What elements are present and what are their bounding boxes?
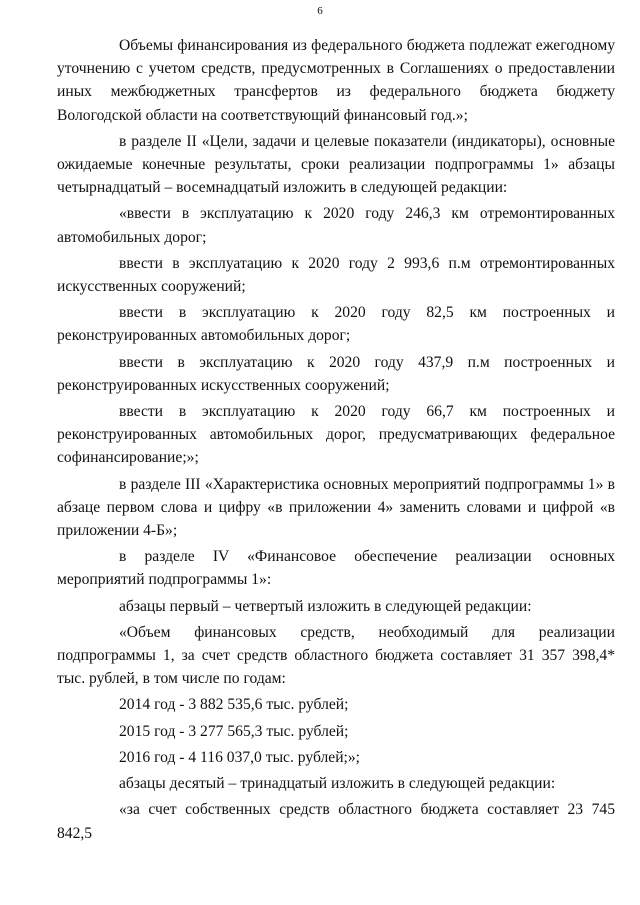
paragraph-own-funds: «за счет собственных средств областного бюджета составляет 23 745 842,5 <box>57 801 615 842</box>
paragraph-built-structures: ввести в эксплуатацию к 2020 году 437,9 п.м построенных и реконструированных искусственных сооружений; <box>57 353 615 394</box>
paragraph-year-2014: 2014 год - 3 882 535,6 тыс. рублей; <box>119 696 349 714</box>
paragraph-repaired-structures: ввести в эксплуатацию к 2020 году 2 993,6 п.м отремонтированных искусственных сооружений; <box>57 254 615 296</box>
paragraph-built-roads: ввести в эксплуатацию к 2020 году 82,5 км построенных и реконструированных автомобильных дорог; <box>57 304 615 345</box>
paragraph-section-2: в разделе II «Цели, задачи и целевые показатели (индикаторы), основные ожидаемые конечные результаты, сроки реализации подпрограммы 1» абзацы четырнадцатый – восемнадцатый изложить в следующей редакции: <box>57 132 615 197</box>
paragraph-federal-roads: ввести в эксплуатацию к 2020 году 66,7 км построенных и реконструированных автомобильных дорог, предусматривающих федеральное софинансирование;»; <box>57 403 615 467</box>
paragraph-year-2015: 2015 год - 3 277 565,3 тыс. рублей; <box>119 722 349 740</box>
paragraph-section-3: в разделе III «Характеристика основных мероприятий подпрограммы 1» в абзаце первом слова и цифру «в приложении 4» заменить словами и цифрой «в приложении 4-Б»; <box>57 475 615 540</box>
paragraph-tenth-thirteenth: абзацы десятый – тринадцатый изложить в следующей редакции: <box>119 775 556 793</box>
paragraph-section-4: в разделе IV «Финансовое обеспечение реализации основных мероприятий подпрограммы 1»: <box>57 548 615 589</box>
paragraph-year-2016: 2016 год - 4 116 037,0 тыс. рублей;»; <box>119 748 361 766</box>
paragraph-funding-volume: «Объем финансовых средств, необходимый для реализации подпрограммы 1, за счет средств областного бюджета составляет 31 357 398,4* тыс. рублей, в том числе по годам: <box>57 623 615 688</box>
page-number: 6 <box>317 5 323 17</box>
document-body <box>57 34 615 848</box>
paragraph-funding-adjustment: Объемы финансирования из федерального бюджета подлежат ежегодному уточнению с учетом средств, предусмотренных в Соглашениях о предоставлении иных межбюджетных трансфертов из федерального бюджета бюджету Вологодской области на соответствующий финансовый год.»; <box>57 37 615 124</box>
paragraph-repaired-roads: «ввести в эксплуатацию к 2020 году 246,3 км отремонтированных автомобильных дорог; <box>57 205 615 246</box>
paragraph-first-fourth: абзацы первый – четвертый изложить в следующей редакции: <box>119 597 532 615</box>
